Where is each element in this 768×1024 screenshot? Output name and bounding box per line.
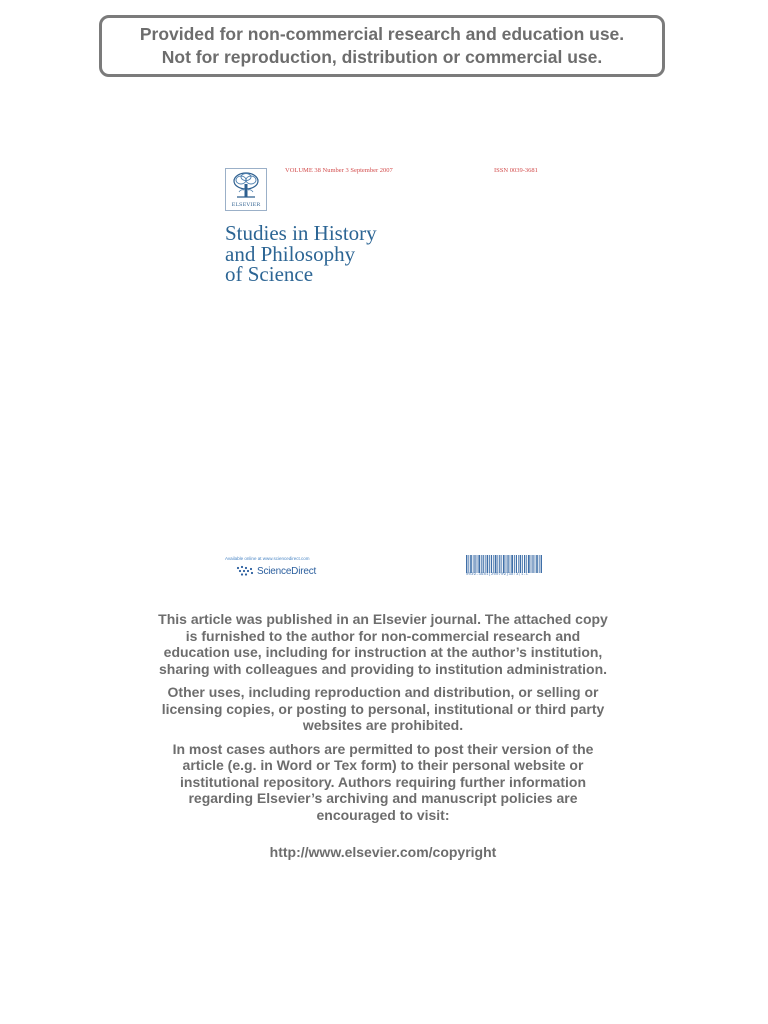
journal-cover: [223, 163, 545, 583]
sciencedirect-availability: Available online at www.sciencedirect.com: [225, 556, 310, 561]
issn: ISSN 0039-3681: [494, 167, 538, 174]
notice-p1-line: is furnished to the author for non-commercial research and: [185, 627, 581, 644]
sciencedirect-logo-text: ScienceDirect: [257, 565, 317, 577]
notice-p3-line: institutional repository. Authors requiring further information: [180, 773, 586, 790]
sciencedirect-logo: [235, 564, 316, 578]
notice-p3-line: article (e.g. in Word or Tex form) to their personal website or: [182, 757, 584, 773]
journal-title-line-2: and Philosophy: [225, 241, 356, 266]
notice-p2-line: licensing copies, or posting to personal, institutional or third party: [161, 700, 605, 717]
journal-title-line-1: Studies in History: [225, 221, 377, 245]
notice-p3-line: encouraged to visit:: [316, 806, 450, 823]
notice-p1-line: This article was published in an Elsevier journal. The attached copy: [158, 611, 608, 627]
journal-title-line-3: of Science: [225, 262, 314, 286]
banner-line-2: Not for reproduction, distribution or commercial use.: [161, 47, 603, 67]
barcode-number: 0039-3681(200709)38:3;1-L: [466, 573, 529, 577]
barcode-icon: [466, 555, 543, 573]
tree-icon: [231, 172, 261, 200]
notice-p3-line: In most cases authors are permitted to post their version of the: [172, 740, 594, 757]
notice-p1-line: sharing with colleagues and providing to institution administration.: [158, 660, 608, 677]
notice-p2-line: websites are prohibited.: [302, 717, 464, 733]
volume-info: VOLUME 38 Number 3 September 2007: [285, 167, 393, 174]
elsevier-logo: [225, 168, 267, 211]
notice-p1-line: education use, including for instruction at the author’s institution,: [163, 644, 603, 660]
notice-p2-line: Other uses, including reproduction and distribution, or selling or: [167, 684, 599, 700]
notice-paragraph-2: [140, 684, 626, 734]
usage-banner: [99, 15, 665, 77]
sciencedirect-dots-icon: [235, 565, 255, 577]
copyright-notice: [140, 611, 626, 868]
banner-line-1: Provided for non-commercial research and education use.: [139, 24, 625, 44]
notice-p3-line: regarding Elsevier’s archiving and manuscript policies are: [188, 790, 578, 806]
copyright-url-link[interactable]: http://www.elsevier.com/copyright: [269, 844, 497, 860]
elsevier-logo-text: ELSEVIER: [231, 202, 261, 208]
notice-paragraph-3: [140, 741, 626, 824]
journal-title: [225, 223, 377, 285]
notice-paragraph-1: [140, 611, 626, 677]
